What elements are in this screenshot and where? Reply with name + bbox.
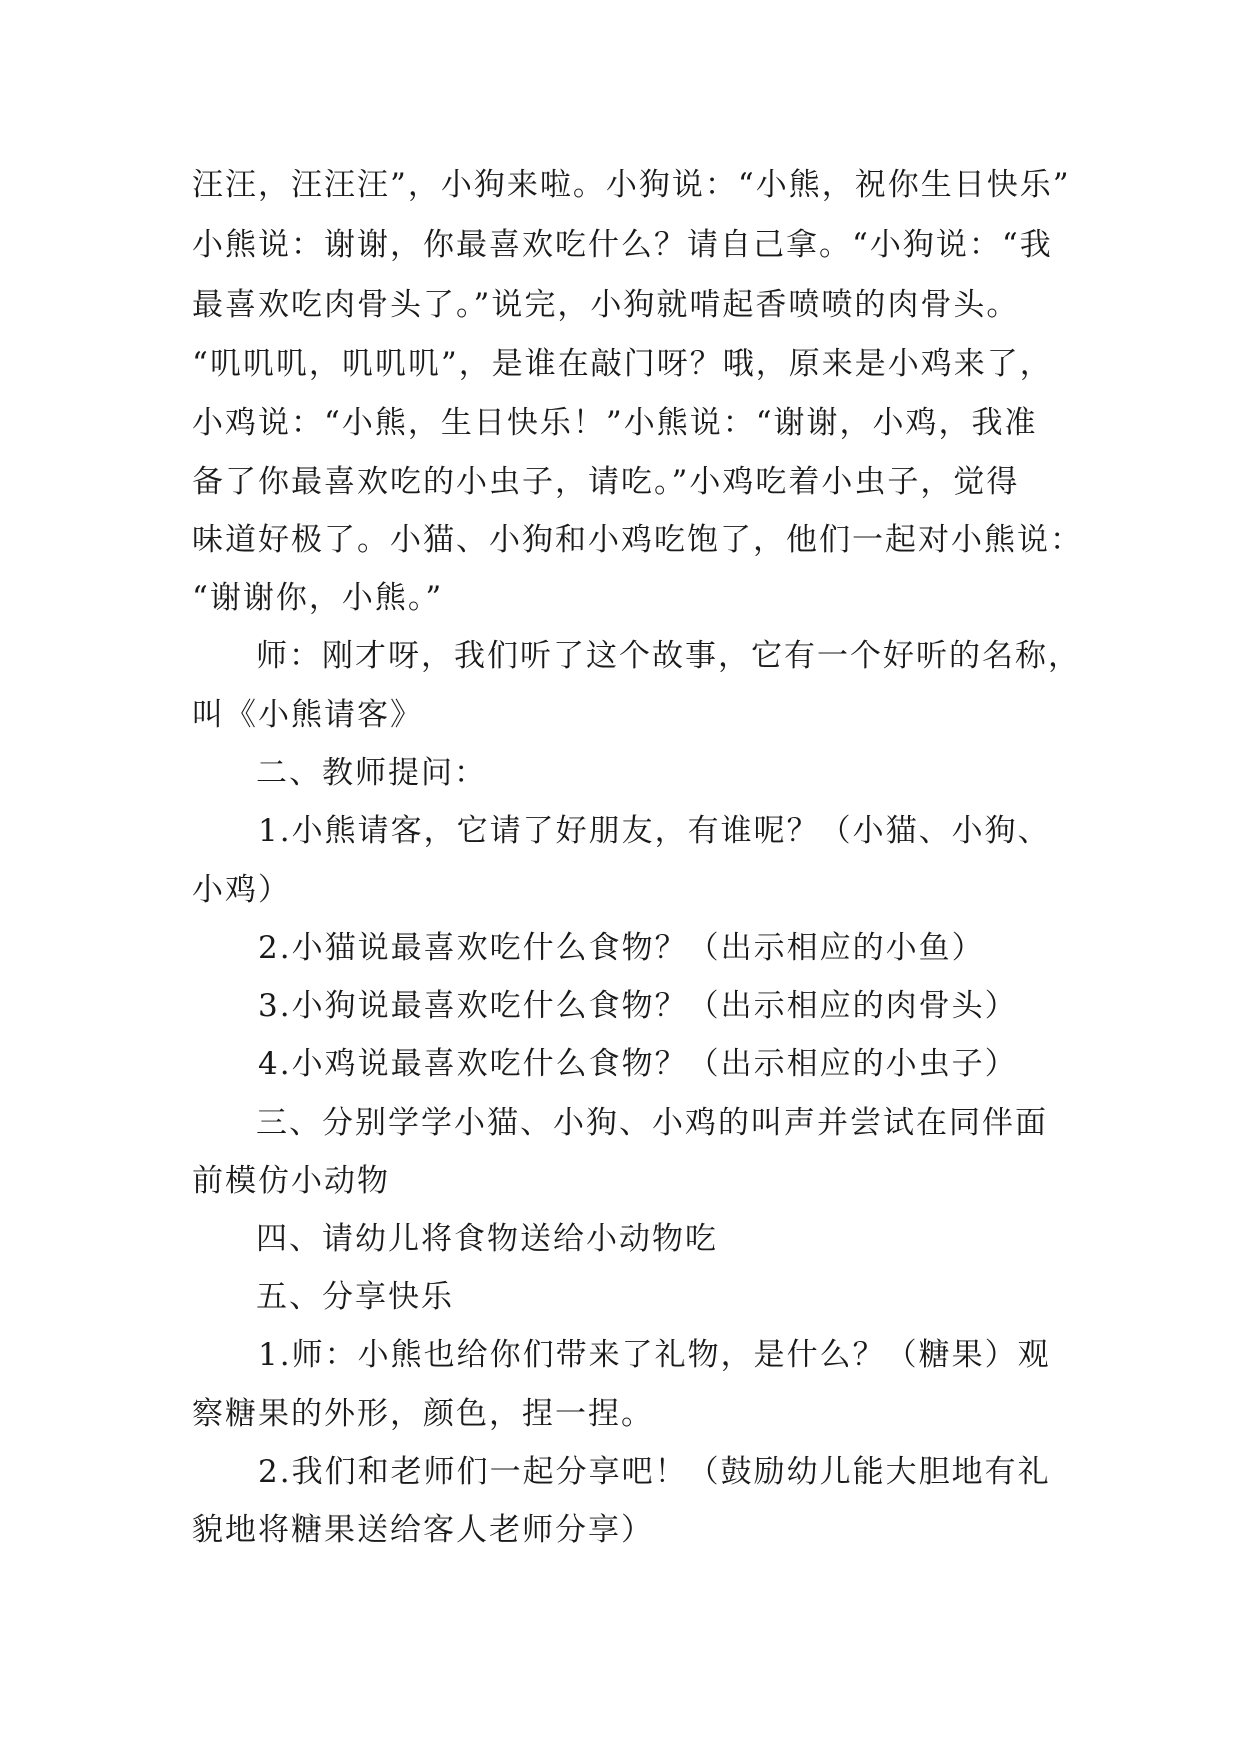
question-3: 3.小狗说最喜欢吃什么食物？（出示相应的肉骨头） bbox=[258, 988, 1018, 1024]
question-1-line-2: 小鸡） bbox=[192, 872, 291, 908]
share-item-1-line-2: 察糖果的外形，颜色，捏一捏。 bbox=[192, 1396, 654, 1432]
teacher-remark-line-2: 叫《小熊请客》 bbox=[192, 697, 423, 733]
story-line-6: 备了你最喜欢吃的小虫子，请吃。”小鸡吃着小虫子，觉得 bbox=[192, 464, 1020, 500]
section-heading-3-line-2: 前模仿小动物 bbox=[192, 1163, 390, 1199]
share-item-2-line-1: 2.我们和老师们一起分享吧！（鼓励幼儿能大胆地有礼 bbox=[258, 1454, 1051, 1490]
share-item-2-line-2: 貌地将糖果送给客人老师分享） bbox=[192, 1512, 654, 1548]
story-line-2: 小熊说：谢谢，你最喜欢吃什么？请自己拿。“小狗说：“我 bbox=[192, 227, 1053, 263]
section-heading-2: 二、教师提问： bbox=[256, 755, 487, 791]
story-line-3: 最喜欢吃肉骨头了。”说完，小狗就啃起香喷喷的肉骨头。 bbox=[192, 287, 1020, 323]
teacher-remark-line-1: 师：刚才呀，我们听了这个故事，它有一个好听的名称， bbox=[256, 638, 1081, 674]
section-heading-4: 四、请幼儿将食物送给小动物吃 bbox=[256, 1221, 718, 1257]
section-heading-3-line-1: 三、分别学学小猫、小狗、小鸡的叫声并尝试在同伴面 bbox=[256, 1105, 1048, 1141]
story-line-8: “谢谢你，小熊。” bbox=[192, 580, 444, 616]
story-line-4: “叽叽叽，叽叽叽”，是谁在敲门呀？哦，原来是小鸡来了， bbox=[192, 346, 1053, 382]
question-2: 2.小猫说最喜欢吃什么食物？（出示相应的小鱼） bbox=[258, 930, 985, 966]
question-1-line-1: 1.小熊请客，它请了好朋友，有谁呢？（小猫、小狗、 bbox=[258, 813, 1051, 849]
question-4: 4.小鸡说最喜欢吃什么食物？（出示相应的小虫子） bbox=[258, 1046, 1018, 1082]
story-line-1: 汪汪，汪汪汪”，小狗来啦。小狗说：“小熊，祝你生日快乐” bbox=[192, 167, 1071, 203]
section-heading-5: 五、分享快乐 bbox=[256, 1279, 454, 1315]
share-item-1-line-1: 1.师：小熊也给你们带来了礼物，是什么？（糖果）观 bbox=[258, 1337, 1051, 1373]
story-line-5: 小鸡说：“小熊，生日快乐！”小熊说：“谢谢，小鸡，我准 bbox=[192, 405, 1038, 441]
story-line-7: 味道好极了。小猫、小狗和小鸡吃饱了，他们一起对小熊说： bbox=[192, 522, 1083, 558]
